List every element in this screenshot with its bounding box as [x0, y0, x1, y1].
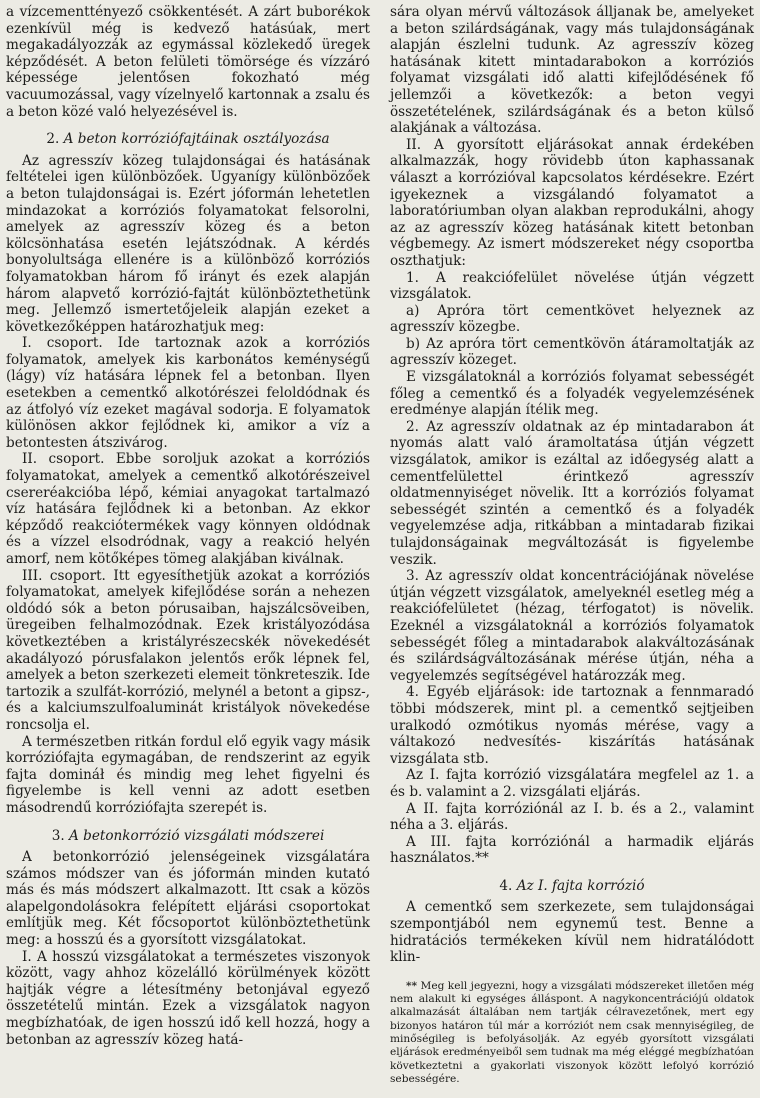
- section-title: A beton korróziófajtáinak osztályozása: [63, 131, 330, 148]
- paragraph: II. csoport. Ebbe soroljuk azokat a korróziós folyamatokat, amelyek a cementkő alkotórészeivel csereréakcióba lépő, kémiai anyagokat tartalmazó víz hatására fejlődnek ki a betonban. Az ekkor képződő reakciótermékek vagy könnyen oldódnak és a vízzel elsodródnak, vagy a reakció helyén amorf, nem kötőképes tömeg alakjában kiválnak.: [6, 451, 370, 567]
- paragraph: III. csoport. Itt egyesíthetjük azokat a korróziós folyamatokat, amelyek kifejlődése során a nehezen oldódó sók a beton pórusaiban, hajszálcsöveiben, üregeiben felhalmozódnak. Ezek kristályozódása következtében a kristályrészecskék növekedését akadályozó pórusfalakon jelentős erők lépnek fel, amelyek a beton szerkezeti elemeit tönkreteszik. Ide tartozik a szulfát-korrózió, melynél a betont a gipsz-, és a kalciumszulfoaluminát kristályok növekedése roncsolja el.: [6, 567, 370, 733]
- footnote-marker: **: [406, 979, 418, 992]
- section-title: Az I. fajta korrózió: [516, 877, 645, 894]
- paragraph: b) Az apróra tört cementkövön átáramoltatják az agresszív közeget.: [390, 335, 754, 369]
- right-column: [390, 4, 754, 1086]
- paragraph: A cementkő sem szerkezete, sem tulajdonságai szempontjából nem egynemű test. Benne a hidratációs termékeken kívül nem hidratálódott klin-: [390, 899, 754, 966]
- section-title: A betonkorrózió vizsgálati módszerei: [69, 827, 325, 844]
- paragraph: 4. Egyéb eljárások: ide tartoznak a fennmaradó többi módszerek, mint pl. a cementkő sejtjeiben uralkodó ozmótikus nyomás mérése, vagy a váltakozó nedvesítés- kiszárítás hatásának vizsgálata stb.: [390, 684, 754, 767]
- paragraph: A II. fajta korróziónál az I. b. és a 2., valamint néha a 3. eljárás.: [390, 800, 754, 834]
- section-heading-3: [6, 828, 370, 845]
- paragraph: 2. Az agresszív oldatnak az ép mintadarabon át nyomás alatt való áramoltatása útján végzett vizsgálatok, amikor is ezáltal az időegység alatt a cementfelülettel érintkező agresszív oldatmennyiséget növelik. Itt a korróziós folyamat sebességét szintén a cementkő és a folyadék vegyelemzése adja, ritkábban a mintadarab fizikai tulajdonságainak megváltozását is figyelembe veszik.: [390, 418, 754, 568]
- paragraph: E vizsgálatoknál a korróziós folyamat sebességét főleg a cementkő és a folyadék vegyelemzésének eredménye alapján ítélik meg.: [390, 369, 754, 419]
- paragraph: Az agresszív közeg tulajdonságai és hatásának feltételei igen különbözőek. Ugyanígy különbözőek a beton tulajdonságai is. Ezért jóformán lehetetlen mindazokat a korróziós folyamatokat felsorolni, amelyek az agresszív közeg és a beton kölcsönhatása esetén lejátszódnak. A kérdés bonyolultsága ellenére is a különböző korróziós folyamatokban három fő irányt és ezek alapján három alapvető korrózió-fajtát különböztethetünk meg. Jellemző ismertetőjeleik alapján ezeket a következőképpen határozhatjuk meg:: [6, 152, 370, 335]
- footnote: [390, 980, 754, 1086]
- left-column: [6, 4, 370, 1048]
- section-heading-4: [390, 878, 754, 895]
- paragraph: sára olyan mérvű változások álljanak be, amelyeket a beton szilárdságának, vagy más tulajdonságának alapján észlelni tudunk. Az agresszív közeg hatásának kitett mintadarabokon a korróziós folyamat vizsgálati idő alatti kifejlődésének fő jellemzői a következők: a beton vegyi összetételének, szilárdságának és a beton külső alakjának a változása.: [390, 4, 754, 137]
- paragraph: A természetben ritkán fordul elő egyik vagy másik korróziófajta egymagában, de rendszerint az egyik fajta domináł és mindig meg lehet figyelni és figyelembe is kell venni az adott esetben másodrendű korróziófajta szerepét is.: [6, 733, 370, 816]
- paragraph: Az I. fajta korrózió vizsgálatára megfelel az 1. a és b. valamint a 2. vizsgálati eljárás.: [390, 767, 754, 800]
- paragraph: 1. A reakciófelület növelése útján végzett vizsgálatok.: [390, 269, 754, 303]
- section-number: 2.: [46, 131, 60, 148]
- paragraph: 3. Az agresszív oldat koncentrációjának növelése útján végzett vizsgálatok, amelyeknél esetleg még a reakciófelületet (hézag, térfogatot) is növelik. Ezeknél a vizsgálatoknál a korróziós folyamatok sebességét főleg a mintadarabok alakváltozásának és szilárdságváltozásának mérése útján, néha a vegyelemzés segítségével határozzák meg.: [390, 568, 754, 684]
- paragraph: A betonkorrózió jelenségeinek vizsgálatára számos módszer van és jóformán minden kutató más és más módszert alkalmazott. Itt csak a közös alapelgondolásokra felépített eljárási csoportokat említjük meg. Két főcsoportot különböztethetünk meg: a hosszú és a gyorsított vizsgálatokat.: [6, 849, 370, 949]
- section-heading-2: [6, 131, 370, 148]
- paragraph: I. A hosszú vizsgálatokat a természetes viszonyok között, vagy ahhoz közelálló körülmények között hajtják végre a létesítmény betonjával egyező összetételű mintán. Ezek a vizsgálatok nagyon megbízhatóak, de igen hosszú idő kell hozzá, hogy a betonban az agresszív közeg hatá-: [6, 948, 370, 1048]
- paragraph: a) Apróra tört cementkövet helyeznek az agresszív közegbe.: [390, 302, 754, 336]
- section-number: 4.: [499, 877, 513, 894]
- paragraph: II. A gyorsított eljárásokat annak érdekében alkalmazzák, hogy rövidebb úton kaphassanak választ a korrózióval kapcsolatos kérdésekre. Ezért igyekeznek a vizsgálandó folyamatot a laboratóriumban olyan alakban reprodukálni, ahogy az az agresszív közeg hatásának kitett betonban végbemegy. Az ismert módszereket négy csoportba oszthatjuk:: [390, 136, 754, 269]
- paragraph: I. csoport. Ide tartoznak azok a korróziós folyamatok, amelyek kis karbonátos keménységű (lágy) víz hatására lépnek fel a betonban. Ilyen esetekben a cementkő alkotórészei feloldódnak és az átfolyó víz ezeket magával sodorja. E folyamatok különösen akkor fejlődnek ki, amikor a víz a betontesten átszivárog.: [6, 335, 370, 451]
- footnote-text: Meg kell jegyezni, hogy a vizsgálati módszereket illetően még nem alakult ki egységes álláspont. A nagykoncentrációjú oldatok alkalmazását általában nem tartják célravezetőnek, mert egy bizonyos határon túl már a korróziót nem csak mennyiségileg, de minőségileg is befolyásolják. Az egyéb gyorsított vizsgálati eljárások eredményeiből sem tudnak ma még eléggé megbízhatóan következtetni a gyakorlati viszonyok között lefolyó korrózió sebességére.: [390, 979, 754, 1085]
- paragraph: A III. fajta korróziónál a harmadik eljárás használatos.**: [390, 833, 754, 867]
- section-number: 3.: [51, 827, 65, 844]
- paragraph: a vízcementtényező csökkentését. A zárt buborékok ezenkívül még is kedvező hatásúak, mert megakadályozzák az egymással közlekedő üregek képződését. A beton felületi tömörsége és vízzáró képessége jelentősen fokozható még vacuumozással, vagy vízelnyelő kartonnak a zsalu és a beton közé való helyezésével is.: [6, 4, 370, 120]
